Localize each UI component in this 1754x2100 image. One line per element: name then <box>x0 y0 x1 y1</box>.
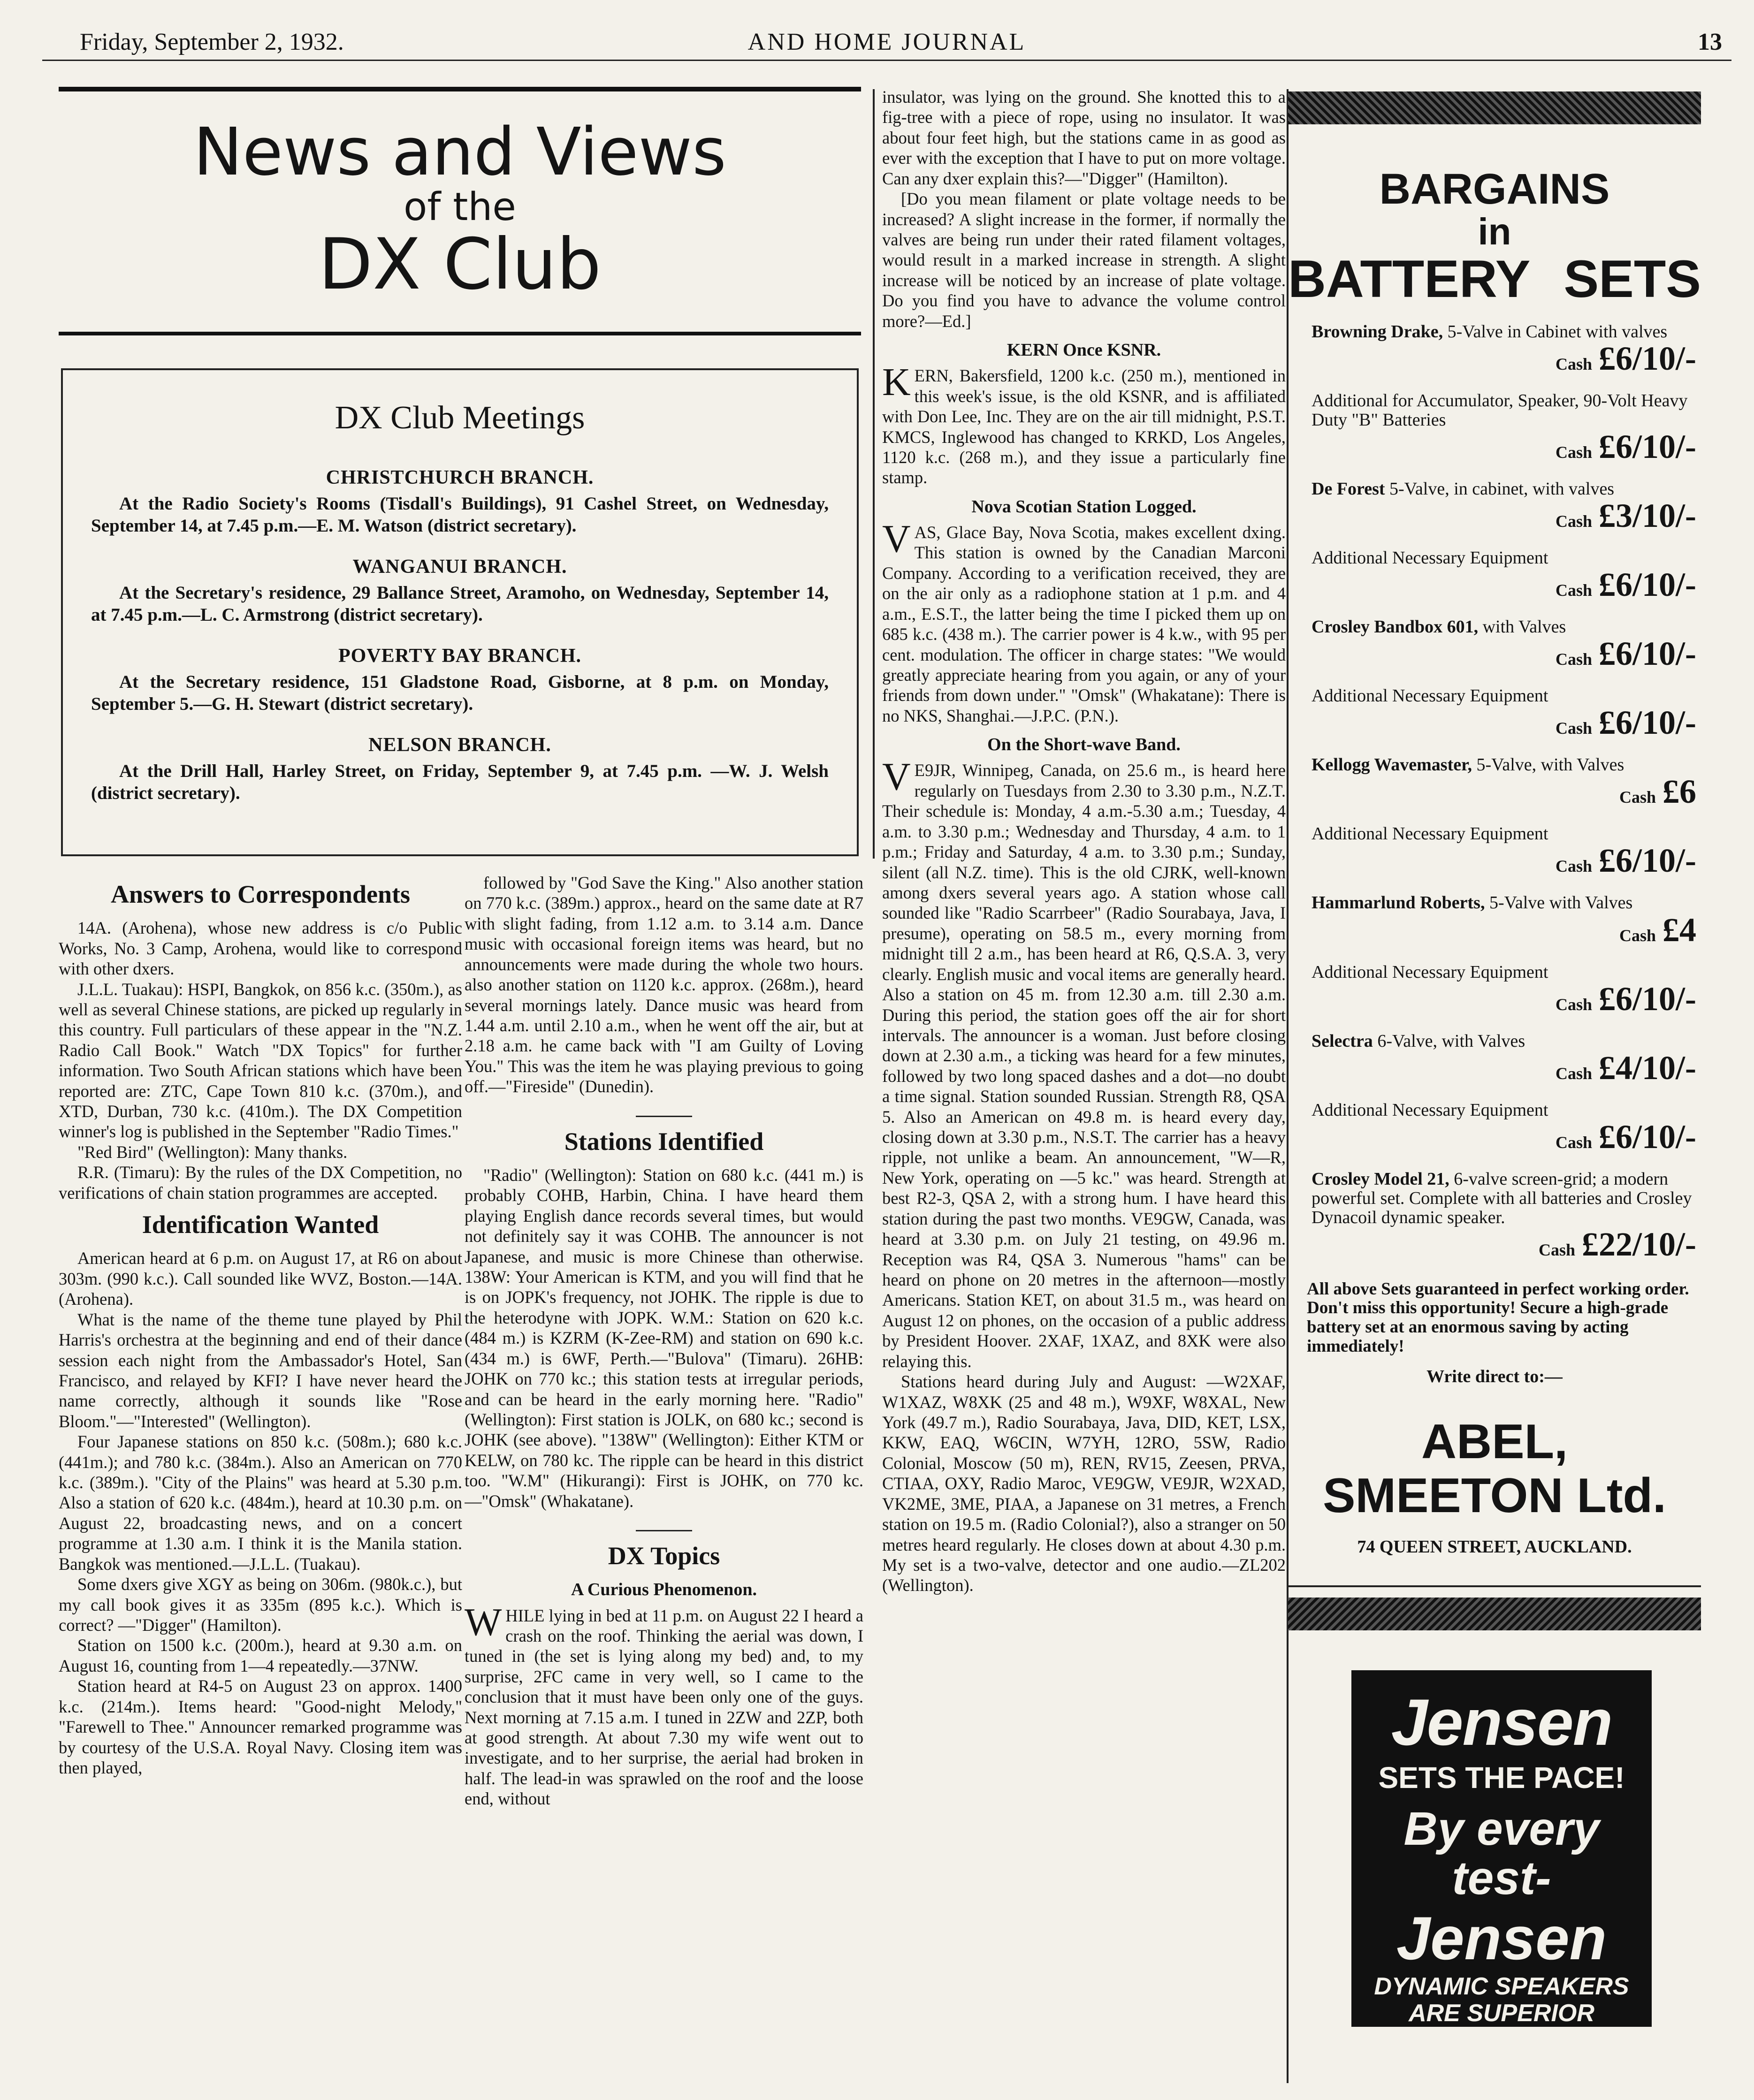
shortwave-stations: Stations heard during July and August: —W2XAF, W1XAZ, W8XK (25 and 48 m.), W9XF, W8XAL, New York (49.7 m.), Radio Sourabaya, Java, DID, KET, LSX, KKW, EAQ, W6CIN, W7YH, 12RO, 5SW, Radio Colonial, Moscow (50 m), REN, RV15, Zeesen, PRVA, CTIAA, OXY, Radio Maroc, VE9GW, VE9JR, W2XAD, VK2ME, 3ME, PIAA, a Japanese on 31 metres, a French station on 19.5 m. (Radio Colonial?), also a stranger on 50 metres heard regularly. He closes down at about 4.30 p.m. My set is a two-valve, detector and one audio.—ZL202 (Wellington). <box>882 1372 1286 1595</box>
answer-item: 14A. (Arohena), whose new address is c/o Public Works, No. 3 Camp, Arohena, would like to correspond with other dxers. <box>59 918 462 979</box>
ad-item-cash: Cash <box>1555 581 1593 600</box>
shortwave-text: VE9JR, Winnipeg, Canada, on 25.6 m., is heard here regularly on Tuesdays from 2.30 to 3.30 p.m., N.Z.T. Their schedule is: Monday, 4 a.m.-5.30 a.m.; Tuesday, 4 a.m. to 3.30 p.m.; Wednesday and Thursday, 4 a.m. to 1 p.m.; Friday and Saturday, 4 a.m. to 3.30 p.m.; Sunday, silent (all N.Z. time). This is the old CJRK, well-known among dxers several years ago. A station whose call sounded like "Radio Scarrbeer" (Radio Sourabaya, Java, I presume), operating on 58.5 m., every morning from midnight till 2 a.m., has been heard at R6, Q.S.A. 3, very clearly. English music and vocal items are generally heard. Also a station on 45 m. from 12.30 a.m. till 2.30 a.m. During this period, the station goes off the air for short intervals. The announcer is a woman. Just before closing down at 2.30 a.m., a ticking was heard for a few minutes, followed by two long spaced dashes and a dot—no doubt a time signal. Station sounded Russian. Strength R8, QSA 5. Also an American on 49.8 m. is heard every day, closing down at 3.30 p.m., N.S.T. The carrier has a heavy ripple, not unlike a beam. An announcement, "W—R, New York, operating on —5 kc." was heard. Strength at best R2-3, QSA 2, with a strong hum. I have heard this station during the past two months. VE9GW, Canada, was heard at 3.30 p.m. on July 21 testing, on 49.96 m. Reception was R4, QSA 3. Numerous "hams" can be heard on phone on 20 metres in the afternoon—mostly Americans. Station KET, on about 31.5 m., was heard on August 12 on phones, on the occasion of a public address by President Hoover. 2XAF, 1XAZ, and 8XK were also relaying this. <box>882 755 1286 1371</box>
ad-item-name: Crosley Model 21, <box>1312 1169 1449 1189</box>
ad-heading-sets-word: SETS <box>1563 249 1701 308</box>
ad-item-cash: Cash <box>1555 857 1593 876</box>
ad-item-price: £6/10/- <box>1599 1118 1696 1156</box>
editor-note: [Do you mean filament or plate voltage needs to be increased? A slight increase in the former, if normally the valves are being run under their rated filament voltages, would result in a marked increase in strength. A slight increase will be noticed by an increase of plate voltage. Do you find you have to advance the volume control more?—Ed.] <box>882 189 1286 331</box>
kern-heading: KERN Once KSNR. <box>1007 340 1161 360</box>
ad-item-cash: Cash <box>1619 926 1656 945</box>
continued-text: followed by "God Save the King." Also another station on 770 k.c. (389m.) approx., heard on the same date at R7 with slight fading, from 1.12 a.m. to 3.14 a.m. Dance music with occasional foreign items was heard, but no announcements were made during the whole two hours. also another station on 1120 k.c. approx. (268m.), heard several mornings lately. Dance music was heard from 1.44 a.m. until 2.10 a.m., when he went off the air, but at 2.18 a.m. he came back with "I am Guilty of Loving You." This was the item he was playing previous to going off.—"Fireside" (Dunedin). <box>465 873 863 1096</box>
ad-item-price: £6/10/- <box>1599 980 1696 1018</box>
ad-item-cash: Cash <box>1555 719 1593 738</box>
ad-heading-sets <box>1288 251 1701 307</box>
ad-item-desc <box>1312 617 1566 637</box>
jensen-slogan: SETS THE PACE! <box>1378 1761 1625 1795</box>
ad-item-text: 5-Valve with Valves <box>1489 893 1633 913</box>
jensen-tagline: DYNAMIC SPEAKERS ARE SUPERIOR <box>1374 1973 1629 2027</box>
column-2 <box>465 873 863 2083</box>
topics-heading: DX Topics <box>608 1542 720 1570</box>
ad-item <box>1312 617 1696 673</box>
ad-item-price-line <box>1312 430 1696 464</box>
ad-item-text: 6-valve screen-grid; a modern powerful set. Complete with all batteries and Crosley Dynacoil dynamic speaker. <box>1312 1169 1692 1227</box>
branch-text: At the Secretary residence, 151 Gladstone Road, Gisborne, at 8 p.m. on Monday, September 5.—G. H. Stewart (district secretary). <box>91 672 829 715</box>
jensen-logo: Jensen <box>1391 1685 1612 1759</box>
ident-item: Four Japanese stations on 850 k.c. (508m.); 680 k.c. (441m.); and 780 k.c. (384m.). Also an American on 770 k.c. (389m.). "City of the Plains" was heard at 5.30 p.m. Also a station of 620 k.c. (484m.), heard at 10.30 p.m. on August 22, broadcasting news, and on a concert programme at 1.30 a.m. I think it is the Manila station. Bangkok was mentioned.—J.L.L. (Tuakau). <box>59 1432 462 1574</box>
company-name <box>1288 1415 1701 1522</box>
ad-heading-in: in <box>1478 210 1511 252</box>
ad-item-price: £22/10/- <box>1582 1225 1696 1263</box>
title-line-1: News and Views <box>193 114 726 190</box>
ad-band <box>1288 1598 1701 1630</box>
ad-item <box>1312 1170 1696 1261</box>
jensen-test: By every test- <box>1403 1803 1600 1904</box>
ad-heading: BARGAINS <box>1379 165 1610 213</box>
company-name-line-2: SMEETON Ltd. <box>1323 1468 1666 1523</box>
jensen-ad <box>1351 1670 1652 2027</box>
ad-item-cash: Cash <box>1619 788 1656 807</box>
branch-text: At the Radio Society's Rooms (Tisdall's Buildings), 91 Cashel Street, on Wednesday, September 14, at 7.45 p.m.—E. M. Watson (district secretary). <box>91 494 829 536</box>
ad-write-direct: Write direct to:— <box>1426 1367 1563 1387</box>
nova-text: VAS, Glace Bay, Nova Scotia, makes excellent dxing. This station is owned by the Canadian Marconi Company. According to a verification received, they are on the air only as a radiophone station at 1 p.m. and 4 a.m., E.S.T., the latter being the time I picked them up on 685 k.c. (438 m.). The carrier power is 4 k.w., with 95 per cent. modulation. The officer in charge states: "We would greatly appreciate hearing from you again, or any of your friends from down under." "Omsk" (Whakatane): There is no NKS, Shanghai.—J.P.C. (P.N.). <box>882 517 1286 725</box>
ad-guarantee: All above Sets guaranteed in perfect working order. Don't miss this opportunity! Secure a high-grade battery set at an enormous saving by acting immediately! <box>1307 1279 1689 1356</box>
separator <box>636 1530 692 1531</box>
ad-item-price-line <box>1312 499 1696 533</box>
ad-item-name: Browning Drake, <box>1312 322 1443 342</box>
ad-item-price: £6/10/- <box>1599 704 1696 742</box>
shortwave-heading: On the Short-wave Band. <box>987 735 1181 755</box>
branch-name: NELSON BRANCH. <box>368 734 551 756</box>
ad-item <box>1312 322 1696 378</box>
title-rule <box>59 332 861 335</box>
ad-item <box>1312 479 1696 533</box>
ad-item-list <box>1288 322 1701 1261</box>
ad-band <box>1288 91 1701 124</box>
ad-item-price-line <box>1312 842 1696 880</box>
ad-item-desc <box>1312 962 1548 982</box>
stations-text: "Radio" (Wellington): Station on 680 k.c. (441 m.) is probably COHB, Harbin, China. I have heard them playing English dance records several times, but would not definitely say it was COHB. The announcer is not Japanese, and music is more Chinese than otherwise. 138W: Your American is KTM, and you will find that he is on JOPK's frequency, not JOHK. The ripple is due to the heterodyne with JOPK. W.M.: Station on 620 k.c. (484 m.) is KZRM (K-Zee-RM) and station on 690 k.c. (434 m.) is 6WF, Perth.—"Bulova" (Timaru). 26HB: JOHK on 770 kc.; this station tests at irregular periods, and can be heard in the early morning here. "Radio" (Wellington): First station is JOLK, on 680 kc.; second is JOHK (see above). "138W" (Wellington): Either KTM or KELW, on 780 kc. The ripple can be heard in this district too. "W.M" (Hikurangi): First is JOHK, on 770 kc.—"Omsk" (Whakatane). <box>465 1165 863 1511</box>
ad-item-cash: Cash <box>1555 443 1593 462</box>
ad-item-price-line <box>1312 566 1696 604</box>
ad-item-price-line <box>1312 1120 1696 1154</box>
title-line-2: of the <box>404 185 516 229</box>
company-name-line-1: ABEL, <box>1421 1415 1568 1469</box>
ident-item: Station heard at R4-5 on August 23 on approx. 1400 k.c. (214m.). Items heard: "Good-night Melody," "Farewell to Thee." Announcer remarked programme was by courtesy of the U.S.A. Royal Navy. Closing item was then played, <box>59 1676 462 1777</box>
ad-item-text: 5-Valve in Cabinet with valves <box>1447 322 1668 342</box>
ad-item-desc <box>1312 1169 1692 1227</box>
ad-item <box>1312 686 1696 742</box>
ad-item-desc <box>1312 824 1548 844</box>
ad-item-text: Additional Necessary Equipment <box>1312 548 1548 568</box>
ad-item-price-line <box>1312 1051 1696 1085</box>
answer-item: "Red Bird" (Wellington): Many thanks. <box>77 1142 348 1162</box>
ad-item-text: Additional Necessary Equipment <box>1312 1100 1548 1120</box>
ad-item-price: £6/10/- <box>1599 340 1696 378</box>
curious-heading: A Curious Phenomenon. <box>571 1580 757 1600</box>
ad-item <box>1312 391 1696 464</box>
branch-name: WANGANUI BRANCH. <box>352 555 567 578</box>
answer-item: J.L.L. Tuakau): HSPI, Bangkok, on 856 k.c. (350m.), as well as several Chinese stations, are picked up regularly in this country. Full particulars of these appear in the "N.Z. Radio Call Book." Watch "DX Topics" for further information. Two South African stations which have been reported are: ZTC, Cape Town 810 k.c. (370m.), and XTD, Durban, 730 k.c. (410m.). The DX Competition winner's log is published in the September "Radio Times." <box>59 979 462 1141</box>
ad-item-cash: Cash <box>1555 1064 1593 1083</box>
page-number: 13 <box>1698 29 1722 55</box>
column-1 <box>59 873 462 2083</box>
ad-item-desc <box>1312 686 1548 706</box>
ad-item-text: 6-Valve, with Valves <box>1377 1031 1525 1051</box>
ident-item: What is the name of the theme tune played by Phil Harris's orchestra at the beginning and end of their dance session each night from the Ambassador's Hotel, San Francisco, and relayed by KFI? I have never heard the name correctly, although it sounds like "Rose Bloom."—"Interested" (Wellington). <box>59 1309 462 1431</box>
journal-name: AND HOME JOURNAL <box>747 29 1026 55</box>
ad-item-text: 5-Valve, with Valves <box>1476 755 1624 775</box>
ad-item-cash: Cash <box>1555 650 1593 669</box>
section-title <box>59 87 861 340</box>
ad-item-name: Kellogg Wavemaster, <box>1312 755 1472 775</box>
ident-item: Station on 1500 k.c. (200m.), heard at 9.30 a.m. on August 16, counting from 1—4 repeatedly.—37NW. <box>59 1636 462 1675</box>
ad-item-name: Hammarlund Roberts, <box>1312 893 1485 913</box>
column-3 <box>882 87 1286 2083</box>
branch-text: At the Secretary's residence, 29 Ballance Street, Aramoho, on Wednesday, September 14, at 7.45 p.m.—L. C. Armstrong (district secretary). <box>91 583 829 625</box>
separator <box>636 1116 692 1117</box>
ad-item-price-line <box>1312 1227 1696 1261</box>
ad-item-cash: Cash <box>1555 355 1593 374</box>
ad-item-desc <box>1312 548 1548 568</box>
ad-item-text: Additional Necessary Equipment <box>1312 962 1548 982</box>
ad-item-price: £6/10/- <box>1599 566 1696 604</box>
ad-item-text: Additional for Accumulator, Speaker, 90-Volt Heavy Duty "B" Batteries <box>1312 391 1688 430</box>
curious-text: WHILE lying in bed at 11 p.m. on August 22 I heard a crash on the roof. Thinking the aerial was down, I tuned in (the set is lying along my bed) and, to my surprise, 2FC came in very well, so I came to the conclusion that it must have been only one of the guys. Next morning at 7.15 a.m. I tuned in 2ZW and 2ZP, both at good strength. At about 7.30 my wife went out to investigate, and to her surprise, the aerial had broken in half. The lead-in was sprawled on the roof and the loose end, without <box>465 1600 863 1809</box>
branch-text: At the Drill Hall, Harley Street, on Friday, September 9, at 7.45 p.m. —W. J. Welsh (district secretary). <box>91 761 829 804</box>
ad-item <box>1312 548 1696 604</box>
answer-item: R.R. (Timaru): By the rules of the DX Competition, no verifications of chain station programmes are accepted. <box>59 1163 462 1202</box>
ad-item-price-line <box>1312 340 1696 378</box>
ad-item-price: £4 <box>1662 911 1696 949</box>
ad-item-name: Crosley Bandbox 601, <box>1312 617 1479 637</box>
issue-date: Friday, September 2, 1932. <box>80 29 344 55</box>
ad-item-price-line <box>1312 982 1696 1016</box>
answers-heading: Answers to Correspondents <box>110 880 410 908</box>
jensen-logo-2: Jensen <box>1396 1904 1607 1972</box>
ad-item <box>1312 1032 1696 1085</box>
ad-item <box>1312 963 1696 1016</box>
branch-name: POVERTY BAY BRANCH. <box>338 645 582 667</box>
ad-item <box>1312 1101 1696 1154</box>
ad-item-desc <box>1312 391 1687 430</box>
ident-item: Some dxers give XGY as being on 306m. (980k.c.), but my call book gives it as 335m (895 k.c.). Which is correct? —"Digger" (Hamilton). <box>59 1575 462 1635</box>
ad-item-price: £4/10/- <box>1599 1049 1696 1087</box>
company-address: 74 QUEEN STREET, AUCKLAND. <box>1288 1537 1701 1587</box>
ad-item-name: De Forest <box>1312 479 1385 499</box>
ad-item <box>1312 893 1696 949</box>
meetings-box <box>61 368 859 856</box>
ad-item-price: £6/10/- <box>1599 428 1696 466</box>
ident-item: American heard at 6 p.m. on August 17, at R6 on about 303m. (990 k.c.). Call sounded like WVZ, Boston.—14A. (Arohena). <box>59 1248 462 1309</box>
ad-item-text: Additional Necessary Equipment <box>1312 824 1548 844</box>
ad-item-cash: Cash <box>1555 512 1593 531</box>
ad-item-cash: Cash <box>1538 1240 1576 1259</box>
ad-item-desc <box>1312 1031 1525 1051</box>
ad-item-price-line <box>1312 773 1696 811</box>
ad-item-desc <box>1312 1100 1548 1120</box>
title-line-3: DX Club <box>318 224 602 306</box>
column-rule <box>873 89 875 859</box>
stations-heading: Stations Identified <box>564 1127 764 1156</box>
ad-item-price: £6/10/- <box>1599 842 1696 880</box>
bargains-ad <box>1288 91 1701 1593</box>
masthead <box>42 23 1731 61</box>
ad-item-desc <box>1312 479 1614 499</box>
ad-item <box>1312 755 1696 811</box>
ad-item-desc <box>1312 893 1632 913</box>
continued-text: insulator, was lying on the ground. She knotted this to a fig-tree with a piece of rope, using no insulator. It was about four feet high, but the stations came in as good as ever with the exception that I have to put on more voltage. Can any dxer explain this?—"Digger" (Hamilton). <box>882 87 1286 188</box>
ad-heading-battery: BATTERY <box>1288 249 1531 308</box>
nova-heading: Nova Scotian Station Logged. <box>971 496 1197 517</box>
ad-item-price: £3/10/- <box>1599 497 1696 535</box>
ad-item-text: Additional Necessary Equipment <box>1312 686 1548 706</box>
meetings-heading: DX Club Meetings <box>335 400 585 436</box>
ad-item-cash: Cash <box>1555 1133 1593 1152</box>
ad-item-price: £6/10/- <box>1599 635 1696 673</box>
branch-name: CHRISTCHURCH BRANCH. <box>326 467 594 488</box>
ad-item-cash: Cash <box>1555 995 1593 1014</box>
ad-item-desc <box>1312 755 1624 775</box>
ad-item-price-line <box>1312 704 1696 742</box>
ad-item <box>1312 824 1696 880</box>
ad-item-text: with Valves <box>1482 617 1566 637</box>
ad-item-price-line <box>1312 913 1696 947</box>
kern-text: KERN, Bakersfield, 1200 k.c. (250 m.), mentioned in this week's issue, is the old KSNR, and is affiliated with Don Lee, Inc. They are on the air till midnight, P.S.T. KMCS, Inglewood has changed to KRKD, Los Angeles, 1120 k.c. (268 m.), and they issue a particularly fine stamp. <box>882 360 1286 487</box>
ad-item-price-line <box>1312 635 1696 673</box>
identification-heading: Identification Wanted <box>142 1210 379 1239</box>
ad-item-text: 5-Valve, in cabinet, with valves <box>1389 479 1615 499</box>
ad-item-desc <box>1312 322 1667 342</box>
ad-item-name: Selectra <box>1312 1031 1373 1051</box>
ad-item-price: £6 <box>1662 773 1696 811</box>
